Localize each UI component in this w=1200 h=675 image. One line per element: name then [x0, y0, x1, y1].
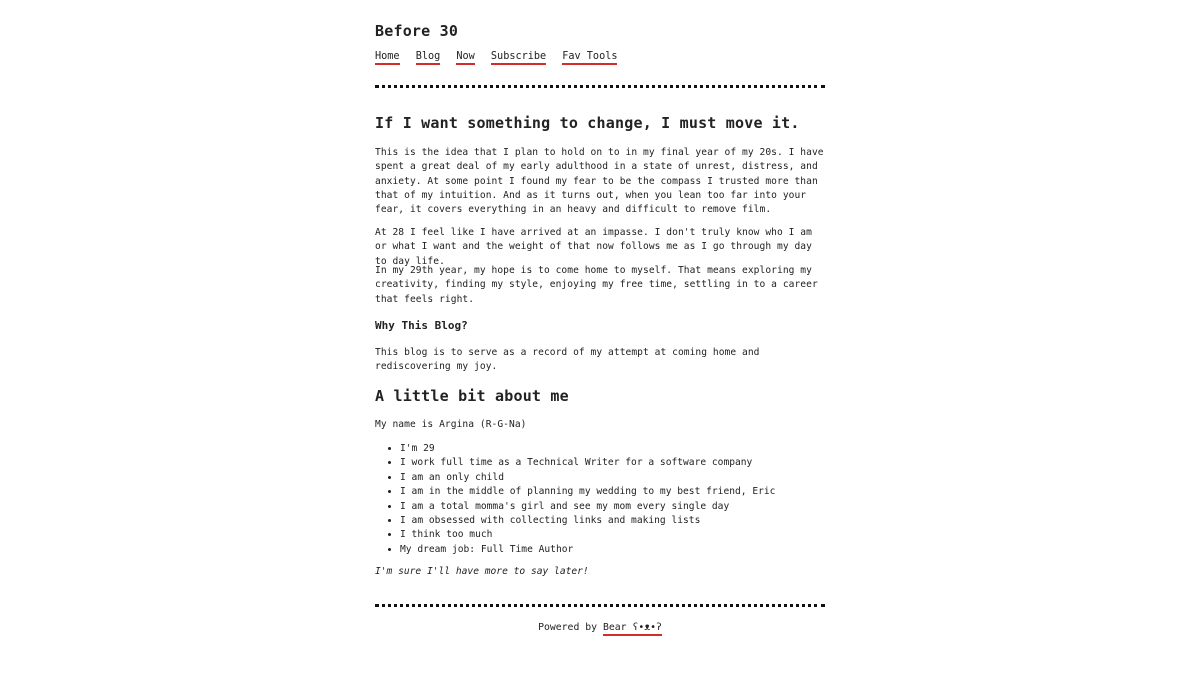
post-paragraph-3: In my 29th year, my hope is to come home to myself. That means exploring my creativity, finding my style, enjoying my free time, settling in to a career that feels right.: [375, 265, 818, 305]
list-item: • I think too much: [400, 528, 775, 542]
site-title[interactable]: Before 30: [375, 22, 459, 40]
list-item: • I am a total momma's girl and see my mom every single day: [400, 500, 775, 514]
nav-link-blog[interactable]: Blog: [416, 51, 441, 65]
list-item: • I work full time as a Technical Writer for a software company: [400, 456, 775, 470]
nav-link-now[interactable]: Now: [456, 51, 474, 65]
list-item: • I am in the middle of planning my wedding to my best friend, Eric: [400, 485, 775, 499]
nav-link-fav-tools[interactable]: Fav Tools: [562, 51, 617, 65]
post-paragraph-1: This is the idea that I plan to hold on to in my final year of my 20s. I have spent a great deal of my early adulthood in a state of unrest, distress, and anxiety. At some point I found my fear to be the compass I trusted more than that of my intuition. And as it turns out, when you lean too far into your fear, it covers everything in an heavy and difficult to remove film.: [375, 147, 824, 216]
bear-link[interactable]: Bear ʕ•ᴥ•ʔ: [603, 622, 662, 636]
header-divider: [375, 85, 825, 88]
about-outro: I'm sure I'll have more to say later!: [375, 566, 589, 577]
list-item: • My dream job: Full Time Author: [400, 543, 775, 557]
footer-divider: [375, 604, 825, 607]
post-paragraph-2: At 28 I feel like I have arrived at an impasse. I don't truly know who I am or what I want and the weight of that now follows me as I go through my day to day life.: [375, 227, 812, 267]
why-blog-text: This blog is to serve as a record of my attempt at coming home and rediscovering my joy.: [375, 347, 760, 373]
nav-link-subscribe[interactable]: Subscribe: [491, 51, 546, 65]
main-nav: [375, 51, 627, 62]
about-heading: A little bit about me: [375, 387, 569, 405]
list-item: • I am obsessed with collecting links and making lists: [400, 514, 775, 528]
nav-link-home[interactable]: Home: [375, 51, 400, 65]
list-item: • I am an only child: [400, 471, 775, 485]
why-blog-heading: Why This Blog?: [375, 319, 468, 332]
list-item: • I'm 29: [400, 442, 775, 456]
footer: [375, 622, 825, 633]
post-heading: If I want something to change, I must move it.: [375, 114, 800, 132]
about-facts-list: [375, 442, 775, 557]
about-intro: My name is Argina (R-G-Na): [375, 419, 527, 430]
footer-prefix: Powered by: [538, 622, 603, 633]
